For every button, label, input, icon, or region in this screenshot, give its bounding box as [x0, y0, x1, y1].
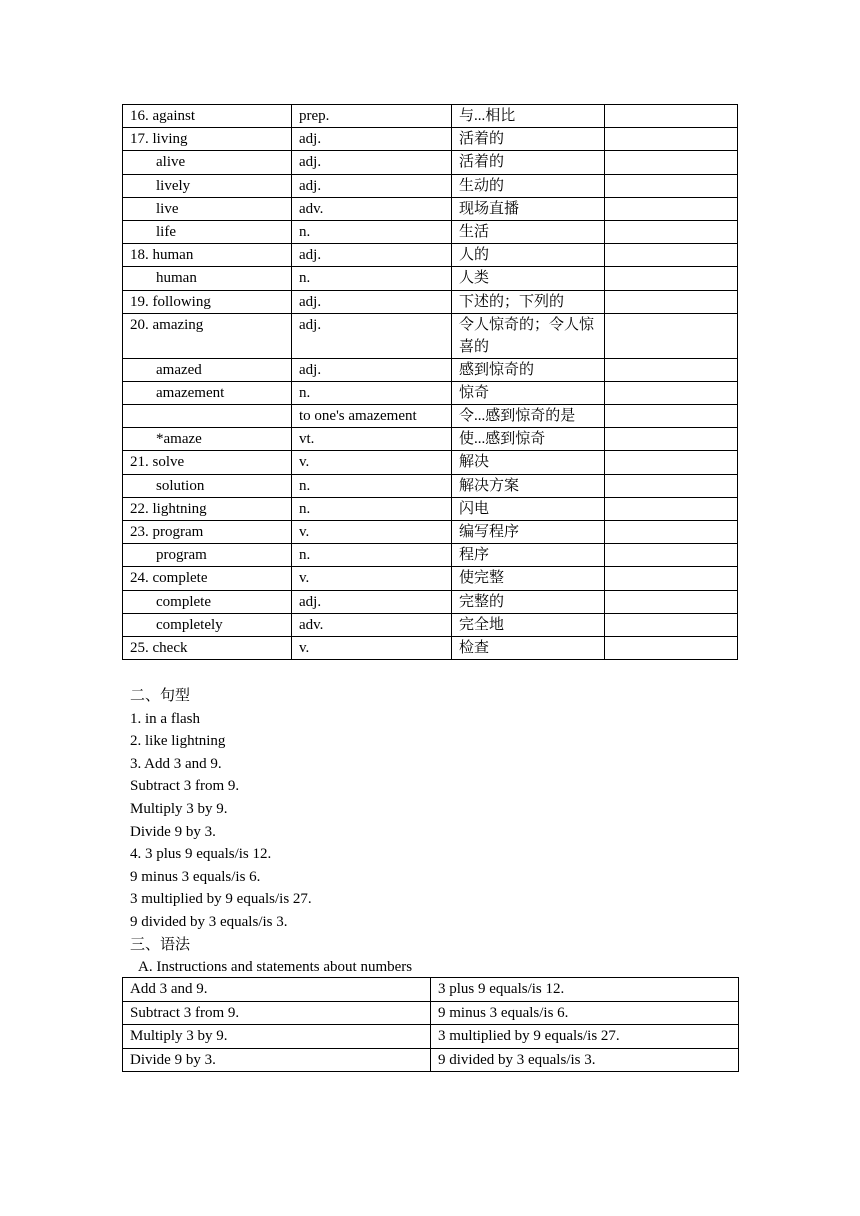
vocab-note-cell [605, 105, 738, 128]
vocab-meaning-cell: 令...感到惊奇的是 [452, 405, 605, 428]
vocab-pos-cell: n. [292, 474, 452, 497]
sentence-line: 9 minus 3 equals/is 6. [130, 868, 261, 885]
vocab-note-cell [605, 151, 738, 174]
vocabulary-table-body [123, 105, 738, 660]
vocab-row [123, 567, 738, 590]
vocab-word-cell: complete [123, 590, 292, 613]
vocab-word-cell [123, 405, 292, 428]
vocab-pos-cell: adj. [292, 244, 452, 267]
vocab-meaning-cell: 使完整 [452, 567, 605, 590]
vocab-pos-cell: prep. [292, 105, 452, 128]
vocab-pos-cell: adv. [292, 197, 452, 220]
vocab-pos-cell: v. [292, 567, 452, 590]
vocab-meaning-cell: 解决 [452, 451, 605, 474]
sentence-line: 3. Add 3 and 9. [130, 755, 222, 772]
vocab-row [123, 267, 738, 290]
vocab-meaning-cell: 人的 [452, 244, 605, 267]
vocab-note-cell [605, 636, 738, 659]
sentence-line: 2. like lightning [130, 733, 226, 750]
vocab-pos-cell: adv. [292, 613, 452, 636]
grammar-subheading: A. Instructions and statements about numbers [138, 959, 413, 976]
grammar-row [123, 1048, 739, 1072]
vocab-word-cell: 23. program [123, 521, 292, 544]
vocab-pos-cell: n. [292, 381, 452, 404]
vocab-row [123, 197, 738, 220]
vocab-meaning-cell: 完全地 [452, 613, 605, 636]
grammar-statement-cell: 3 plus 9 equals/is 12. [431, 978, 739, 1002]
vocab-word-cell: 19. following [123, 290, 292, 313]
vocab-word-cell: life [123, 220, 292, 243]
vocab-row [123, 405, 738, 428]
vocab-row [123, 590, 738, 613]
vocab-row [123, 290, 738, 313]
grammar-instruction-cell: Divide 9 by 3. [123, 1048, 431, 1072]
vocab-pos-cell: v. [292, 451, 452, 474]
vocab-word-cell: amazement [123, 381, 292, 404]
vocab-pos-cell: v. [292, 521, 452, 544]
vocab-meaning-cell: 活着的 [452, 128, 605, 151]
vocab-note-cell [605, 220, 738, 243]
vocab-row [123, 497, 738, 520]
vocab-row [123, 451, 738, 474]
vocab-pos-cell: n. [292, 497, 452, 520]
grammar-instruction-cell: Add 3 and 9. [123, 978, 431, 1002]
vocab-note-cell [605, 128, 738, 151]
vocab-note-cell [605, 613, 738, 636]
vocab-row [123, 613, 738, 636]
vocab-pos-cell: adj. [292, 290, 452, 313]
grammar-instruction-cell: Subtract 3 from 9. [123, 1001, 431, 1025]
vocab-meaning-cell: 解决方案 [452, 474, 605, 497]
vocab-note-cell [605, 428, 738, 451]
vocab-note-cell [605, 405, 738, 428]
vocab-pos-cell: adj. [292, 358, 452, 381]
vocab-meaning-cell: 编写程序 [452, 521, 605, 544]
vocab-word-cell: 16. against [123, 105, 292, 128]
vocab-note-cell [605, 267, 738, 290]
vocab-word-cell: human [123, 267, 292, 290]
vocab-meaning-cell: 生动的 [452, 174, 605, 197]
vocab-meaning-cell: 检查 [452, 636, 605, 659]
vocab-row [123, 313, 738, 358]
vocab-word-cell: 18. human [123, 244, 292, 267]
vocab-note-cell [605, 474, 738, 497]
vocab-row [123, 636, 738, 659]
vocab-word-cell: 24. complete [123, 567, 292, 590]
grammar-statement-cell: 9 divided by 3 equals/is 3. [431, 1048, 739, 1072]
vocab-meaning-cell: 生活 [452, 220, 605, 243]
vocab-note-cell [605, 358, 738, 381]
vocab-row [123, 544, 738, 567]
vocab-meaning-cell: 程序 [452, 544, 605, 567]
vocab-pos-cell: n. [292, 220, 452, 243]
vocab-note-cell [605, 197, 738, 220]
sentence-line: 4. 3 plus 9 equals/is 12. [130, 846, 272, 863]
vocab-pos-cell: adj. [292, 151, 452, 174]
vocab-note-cell [605, 544, 738, 567]
vocab-word-cell: *amaze [123, 428, 292, 451]
vocab-meaning-cell: 惊奇 [452, 381, 605, 404]
sentence-line: Multiply 3 by 9. [130, 800, 228, 817]
vocab-word-cell: lively [123, 174, 292, 197]
vocab-word-cell: 17. living [123, 128, 292, 151]
vocab-note-cell [605, 451, 738, 474]
sentence-patterns-section [130, 685, 730, 979]
vocab-row [123, 174, 738, 197]
section-heading-sentence-patterns: 二、句型 [130, 688, 191, 704]
vocab-word-cell: solution [123, 474, 292, 497]
vocab-meaning-cell: 令人惊奇的；令人惊喜的 [452, 313, 605, 358]
vocab-note-cell [605, 381, 738, 404]
vocab-pos-cell: adj. [292, 174, 452, 197]
vocab-word-cell: amazed [123, 358, 292, 381]
vocab-row [123, 151, 738, 174]
vocab-meaning-cell: 完整的 [452, 590, 605, 613]
vocab-note-cell [605, 290, 738, 313]
vocab-row [123, 244, 738, 267]
vocab-meaning-cell: 活着的 [452, 151, 605, 174]
section-heading-grammar: 三、语法 [130, 936, 191, 953]
vocab-word-cell: live [123, 197, 292, 220]
vocab-pos-cell: n. [292, 544, 452, 567]
vocab-meaning-cell: 与...相比 [452, 105, 605, 128]
vocab-pos-cell: adj. [292, 128, 452, 151]
vocab-pos-cell: v. [292, 636, 452, 659]
grammar-statement-cell: 3 multiplied by 9 equals/is 27. [431, 1025, 739, 1049]
vocab-meaning-cell: 闪电 [452, 497, 605, 520]
vocab-word-cell: 22. lightning [123, 497, 292, 520]
vocab-row [123, 358, 738, 381]
vocab-row [123, 381, 738, 404]
vocab-note-cell [605, 590, 738, 613]
vocab-note-cell [605, 244, 738, 267]
vocab-note-cell [605, 521, 738, 544]
vocab-pos-cell: vt. [292, 428, 452, 451]
vocab-note-cell [605, 497, 738, 520]
grammar-row [123, 1025, 739, 1049]
grammar-instruction-cell: Multiply 3 by 9. [123, 1025, 431, 1049]
vocab-word-cell: completely [123, 613, 292, 636]
vocab-row [123, 428, 738, 451]
vocab-meaning-cell: 使...感到惊奇 [452, 428, 605, 451]
vocab-word-cell: 25. check [123, 636, 292, 659]
vocab-note-cell [605, 313, 738, 358]
vocab-row [123, 474, 738, 497]
vocab-pos-cell: adj. [292, 313, 452, 358]
sentence-line: 1. in a flash [130, 710, 200, 727]
vocab-word-cell: 21. solve [123, 451, 292, 474]
vocab-pos-cell: to one's amazement [292, 405, 452, 428]
grammar-table-body [123, 978, 739, 1072]
grammar-table [122, 977, 739, 1072]
vocab-row [123, 105, 738, 128]
sentence-line: Subtract 3 from 9. [130, 778, 240, 795]
vocab-meaning-cell: 现场直播 [452, 197, 605, 220]
vocab-row [123, 521, 738, 544]
vocab-meaning-cell: 感到惊奇的 [452, 358, 605, 381]
vocab-pos-cell: adj. [292, 590, 452, 613]
vocab-row [123, 220, 738, 243]
sentence-line: 3 multiplied by 9 equals/is 27. [130, 891, 312, 908]
vocab-word-cell: program [123, 544, 292, 567]
vocab-meaning-cell: 人类 [452, 267, 605, 290]
grammar-row [123, 1001, 739, 1025]
vocab-row [123, 128, 738, 151]
sentence-line: Divide 9 by 3. [130, 823, 216, 840]
vocab-meaning-cell: 下述的；下列的 [452, 290, 605, 313]
vocab-note-cell [605, 174, 738, 197]
vocab-pos-cell: n. [292, 267, 452, 290]
vocabulary-table [122, 104, 738, 660]
grammar-row [123, 978, 739, 1002]
vocab-note-cell [605, 567, 738, 590]
sentence-line: 9 divided by 3 equals/is 3. [130, 913, 288, 930]
vocab-word-cell: 20. amazing [123, 313, 292, 358]
grammar-statement-cell: 9 minus 3 equals/is 6. [431, 1001, 739, 1025]
vocab-word-cell: alive [123, 151, 292, 174]
